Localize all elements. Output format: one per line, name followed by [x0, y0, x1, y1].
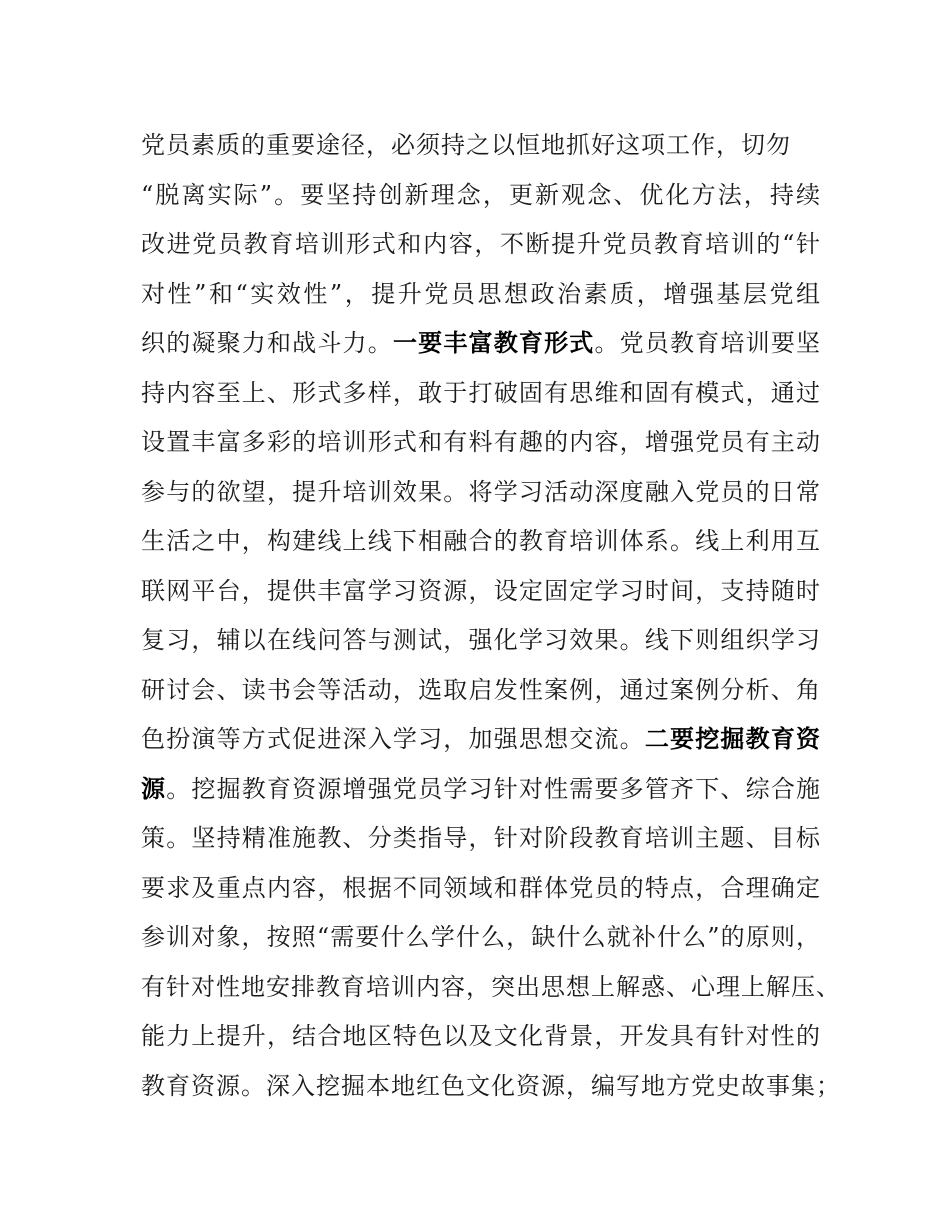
- text-line: [141, 814, 821, 864]
- text-line: [141, 567, 821, 617]
- body-text-run: 持内容至上、形式多样，敢于打破固有思维和固有模式，通过: [141, 378, 821, 407]
- body-text-run: 设置丰富多彩的培训形式和有料有趣的内容，增强党员有主动: [141, 428, 821, 456]
- body-text-run: 参与的欲望，提升培训效果。将学习活动深度融入党员的日常: [141, 477, 821, 506]
- text-line: [141, 369, 821, 419]
- text-line: [141, 963, 841, 1013]
- text-line: [141, 220, 821, 270]
- text-line: [141, 765, 821, 815]
- bold-heading-text: 二要挖掘教育资: [644, 725, 822, 753]
- body-text-run: 研讨会、读书会等活动，选取启发性案例，通过案例分析、角: [141, 675, 821, 704]
- text-line: [141, 517, 821, 567]
- bold-heading-text: 一要丰富教育形式: [392, 329, 595, 357]
- text-line: [141, 319, 821, 369]
- body-text-run: 能力上提升，结合地区特色以及文化背景，开发具有针对性的: [141, 1022, 821, 1050]
- body-text-run: 联网平台，提供丰富学习资源，设定固定学习时间，支持随时: [141, 576, 821, 605]
- text-line: [141, 121, 821, 171]
- body-text-run: 改进党员教育培训形式和内容，不断提升党员教育培训的“针: [141, 230, 821, 258]
- body-text-run: “脱离实际”。要坚持创新理念，更新观念、优化方法，持续: [141, 180, 821, 209]
- body-text-run: 党员素质的重要途径，必须持之以恒地抓好这项工作，切勿: [141, 131, 791, 159]
- bold-heading-text: 源: [141, 774, 167, 803]
- body-text-run: 参训对象，按照“需要什么学什么，缺什么就补什么”的原则，: [141, 923, 821, 951]
- body-text-run: 。党员教育培训要坚: [594, 329, 822, 357]
- body-text-run: 生活之中，构建线上线下相融合的教育培训体系。线上利用互: [141, 527, 821, 555]
- text-line: [141, 1062, 841, 1112]
- text-line: [141, 715, 821, 765]
- text-line: [141, 418, 821, 468]
- text-line: [141, 864, 821, 914]
- text-line: [141, 666, 821, 716]
- text-line: [141, 1012, 821, 1062]
- body-text-run: 。挖掘教育资源增强党员学习针对性需要多管齐下、综合施: [166, 774, 822, 803]
- body-text-run: 织的凝聚力和战斗力。: [141, 329, 393, 357]
- text-line: [141, 171, 821, 221]
- body-text-run: 策。坚持精准施教、分类指导，针对阶段教育培训主题、目标: [141, 824, 821, 852]
- body-text-run: 要求及重点内容，根据不同领域和群体党员的特点，合理确定: [141, 873, 821, 902]
- body-text-run: 复习，辅以在线问答与测试，强化学习效果。线下则组织学习: [141, 626, 821, 654]
- text-line: [141, 468, 821, 518]
- body-text-run: 对性”和“实效性”，提升党员思想政治素质，增强基层党组: [141, 279, 821, 308]
- body-text-run: 教育资源。深入挖掘本地红色文化资源，编写地方党史故事集；: [141, 1071, 841, 1100]
- body-text-run: 色扮演等方式促进深入学习，加强思想交流。: [141, 725, 645, 753]
- body-paragraph: [141, 121, 841, 1111]
- body-text-run: 有针对性地安排教育培训内容，突出思想上解惑、心理上解压、: [141, 972, 841, 1001]
- text-line: [141, 270, 821, 320]
- text-line: [141, 616, 821, 666]
- text-line: [141, 913, 821, 963]
